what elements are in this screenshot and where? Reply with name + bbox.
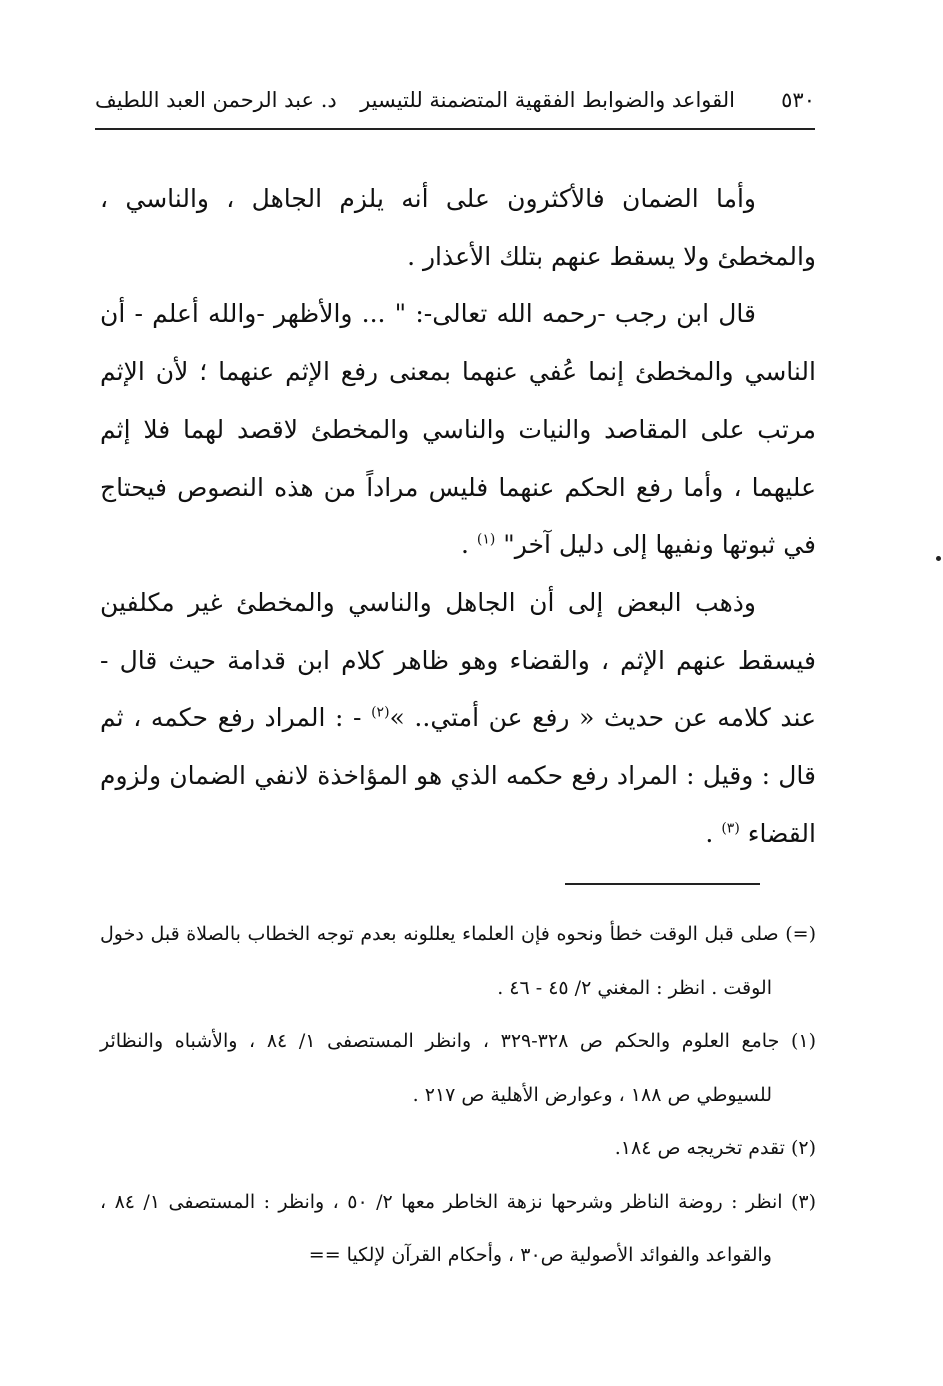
footnote-2: (٢) تقدم تخريجه ص ١٨٤. [614, 1137, 816, 1159]
footnote-ref-3: (٣) [721, 820, 740, 837]
book-title: القواعد والضوابط الفقهية المتضمنة للتيسير [360, 88, 735, 112]
main-text [100, 170, 816, 862]
footnote-ref-2: (٢) [371, 705, 390, 721]
paragraph-1-text: وأما الضمان فالأكثرون على أنه يلزم الجاهل ، والناسي ، والمخطئ ولا يسقط عنهم بتلك الأعذار . [100, 184, 816, 271]
page-header [95, 82, 815, 118]
footnote-ref-1: (١) [476, 531, 496, 548]
paragraph-3 [100, 574, 816, 863]
paragraph-2-text: قال ابن رجب -رحمه الله تعالى-: " ... والأظهر -والله أعلم - أن الناسي والمخطئ إنما عُفي عنهما بمعنى رفع الإثم عنهما ؛ لأن الإثم مرتب على المقاصد والنيات والناسي والمخطئ لاقصد لهما فلا إثم عليهما ، وأما رفع الحكم عنهما فليس مراداً من هذه النصوص فيحتاج في ثبوتها ونفيها إلى دليل آخر" [100, 299, 816, 560]
paragraph-1 [100, 170, 816, 285]
paragraph-2 [100, 285, 816, 574]
header-divider [95, 128, 815, 130]
paragraph-3-text-a: وذهب البعض إلى أن الجاهل والناسي والمخطئ غير مكلفين فيسقط عنهم الإثم ، والقضاء وهو ظاهر كلام ابن قدامة حيث قال - عند كلامه عن حديث « رفع عن أمتي.. » [100, 587, 817, 733]
footnote-3: (٣) انظر : روضة الناظر وشرحها نزهة الخاطر معها ٢/ ٥٠ ، وانظر : المستصفى ١/ ٨٤ ، والقواعد والفوائد الأصولية ص٣٠ ، وأحكام القرآن لإلكيا == [100, 1190, 817, 1266]
footnote-continued: (=) صلى قبل الوقت خطأ ونحوه فإن العلماء يعللونه بعدم توجه الخطاب بالصلاة قبل دخول الوقت . انظر : المغني ٢/ ٤٥ - ٤٦ . [100, 923, 816, 999]
page-number: ٥٣٠ [781, 88, 815, 112]
paragraph-3-text-b: - : المراد رفع حكمه ، ثم قال : وقيل : المراد رفع حكمه الذي هو المؤاخذة لانفي الضمان ولزوم القضاء [100, 703, 816, 848]
author-name: د. عبد الرحمن العبد اللطيف [95, 88, 337, 112]
paragraph-3-end: . [705, 818, 722, 848]
footnote-divider [565, 883, 760, 885]
scan-speck [936, 556, 941, 561]
footnotes [100, 908, 816, 1283]
paragraph-2-end: . [460, 530, 477, 560]
footnote-1: (١) جامع العلوم والحكم ص ٣٢٨-٣٢٩ ، وانظر المستصفى ١/ ٨٤ ، والأشباه والنظائر للسيوطي ص ١٨٨ ، وعوارض الأهلية ص ٢١٧ . [100, 1030, 817, 1106]
